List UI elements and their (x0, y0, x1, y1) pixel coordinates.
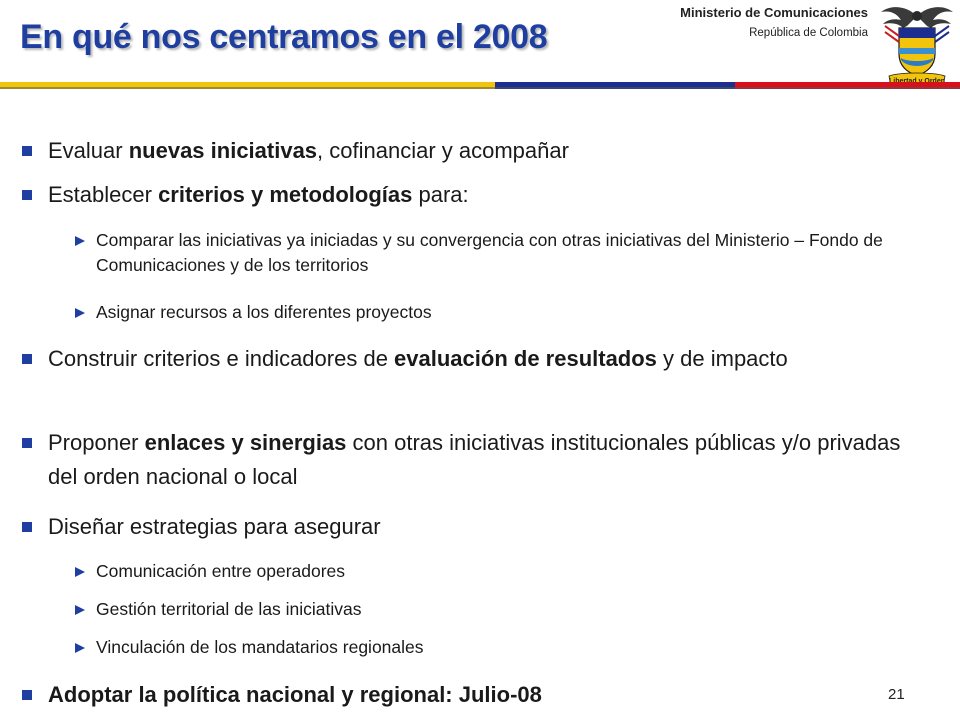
flag-shadow-line (0, 87, 960, 89)
ministry-header (680, 6, 868, 40)
triangle-bullet-icon (75, 236, 85, 246)
square-bullet-icon (22, 690, 32, 700)
square-bullet-icon (22, 146, 32, 156)
square-bullet-icon (22, 522, 32, 532)
bullet-establecer: Establecer criterios y metodologías para: (48, 178, 928, 212)
sub-bullet-vinculacion: Vinculación de los mandatarios regionales (96, 635, 926, 660)
bullet-construir: Construir criterios e indicadores de evaluación de resultados y de impacto (48, 342, 928, 376)
bullet-proponer: Proponer enlaces y sinergias con otras iniciativas institucionales públicas y/o privadas del orden nacional o local (48, 426, 928, 494)
slide-title: En qué nos centramos en el 2008 (20, 18, 548, 56)
sub-bullet-asignar: Asignar recursos a los diferentes proyectos (96, 300, 926, 325)
triangle-bullet-icon (75, 567, 85, 577)
flag-color-bar (0, 82, 960, 89)
coat-of-arms-icon (877, 2, 957, 88)
triangle-bullet-icon (75, 308, 85, 318)
sub-bullet-comparar: Comparar las iniciativas ya iniciadas y su convergencia con otras iniciativas del Ministerio – Fondo de Comunicaciones y de los territorios (96, 228, 926, 278)
bullet-evaluar: Evaluar nuevas iniciativas, cofinanciar y acompañar (48, 134, 928, 168)
square-bullet-icon (22, 354, 32, 364)
square-bullet-icon (22, 438, 32, 448)
square-bullet-icon (22, 190, 32, 200)
triangle-bullet-icon (75, 643, 85, 653)
sub-bullet-comunicacion: Comunicación entre operadores (96, 559, 926, 584)
bullet-adoptar: Adoptar la política nacional y regional: Julio-08 (48, 678, 928, 712)
page-number: 21 (888, 686, 905, 703)
triangle-bullet-icon (75, 605, 85, 615)
bullet-disenar: Diseñar estrategias para asegurar (48, 510, 928, 544)
ministry-name: Ministerio de Comunicaciones (680, 5, 868, 20)
sub-bullet-gestion: Gestión territorial de las iniciativas (96, 597, 926, 622)
country-name: República de Colombia (749, 26, 868, 39)
